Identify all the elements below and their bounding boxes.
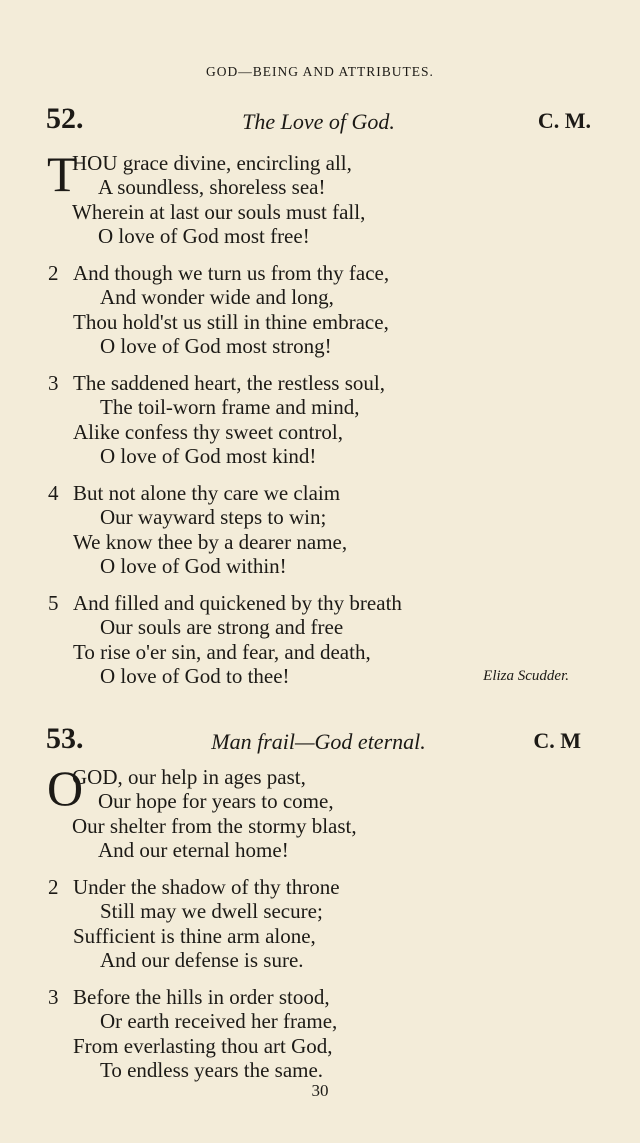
hymn-53-stanza-1 (46, 760, 591, 862)
verse-line: And our defense is sure. (100, 947, 304, 972)
hymn-title: The Love of God. (242, 109, 395, 134)
verse-line: The toil-worn frame and mind, (100, 395, 360, 420)
verse-line: Our wayward steps to win; (100, 505, 327, 530)
verse-line: A soundless, shoreless sea! (98, 175, 326, 200)
hymn-title: Man frail—God eternal. (211, 729, 426, 754)
verse-line: Thou hold'st us still in thine embrace, (73, 309, 389, 334)
verse-line: From everlasting thou art God, (73, 1033, 333, 1058)
hymn-52-stanza-1 (46, 146, 591, 248)
running-head: GOD—BEING AND ATTRIBUTES. (206, 64, 434, 79)
stanza-number: 4 (48, 481, 59, 505)
page-number: 30 (311, 1081, 329, 1100)
verse-line: But not alone thy care we claim (73, 481, 341, 505)
stanza-number: 2 (48, 261, 59, 285)
verse-line: Under the shadow of thy throne (73, 875, 340, 899)
verse-line: Or earth received her frame, (100, 1009, 338, 1034)
verse-line: Before the hills in order stood, (73, 985, 330, 1009)
stanza-number: 5 (48, 591, 59, 615)
hymn-meter: C. M. (537, 108, 591, 133)
verse-line: And our eternal home! (98, 837, 289, 862)
hymn-52-header (46, 102, 591, 142)
hymn-53-stanza-3 (46, 985, 591, 1082)
verse-line: We know thee by a dearer name, (73, 529, 348, 554)
verse-line: O love of God to thee! (100, 663, 290, 688)
verse-line: The saddened heart, the restless soul, (73, 371, 385, 395)
verse-line: O love of God most kind! (100, 443, 317, 468)
stanza-number: 3 (48, 985, 59, 1009)
drop-cap: T (47, 146, 78, 202)
hymn-52-stanza-3 (46, 371, 591, 468)
stanza-number: 2 (48, 875, 59, 899)
verse-line: And filled and quickened by thy breath (73, 591, 402, 615)
stanza-number: 3 (48, 371, 59, 395)
hymn-52-stanza-4 (46, 481, 591, 578)
verse-line: Sufficient is thine arm alone, (73, 923, 316, 948)
hymn-number: 52. (46, 102, 84, 135)
hymn-52-stanza-2 (46, 261, 591, 358)
verse-line: And though we turn us from thy face, (73, 261, 390, 285)
verse-line: O love of God most free! (98, 223, 310, 248)
hymn-meter: C. M (533, 728, 581, 753)
hymn-53-header (46, 722, 591, 762)
verse-line: Our souls are strong and free (100, 615, 344, 640)
verse-line: O love of God most strong! (100, 333, 332, 358)
verse-line: Wherein at last our souls must fall, (72, 199, 366, 224)
verse-line: GOD, our help in ages past, (72, 765, 306, 789)
verse-line: And wonder wide and long, (100, 285, 334, 310)
hymn-52-stanza-5 (46, 591, 591, 688)
verse-line: Our hope for years to come, (98, 789, 334, 814)
verse-line: O love of God within! (100, 553, 287, 578)
hymn-number: 53. (46, 722, 84, 755)
author-attribution: Eliza Scudder. (483, 667, 569, 684)
drop-cap: O (47, 760, 84, 816)
verse-line: To endless years the same. (100, 1057, 324, 1082)
verse-line: Alike confess thy sweet control, (73, 419, 344, 444)
hymn-53-stanza-2 (46, 875, 591, 972)
verse-line: HOU grace divine, encircling all, (72, 151, 352, 175)
verse-line: Our shelter from the stormy blast, (72, 813, 357, 838)
verse-line: To rise o'er sin, and fear, and death, (73, 639, 371, 664)
verse-line: Still may we dwell secure; (100, 899, 323, 924)
